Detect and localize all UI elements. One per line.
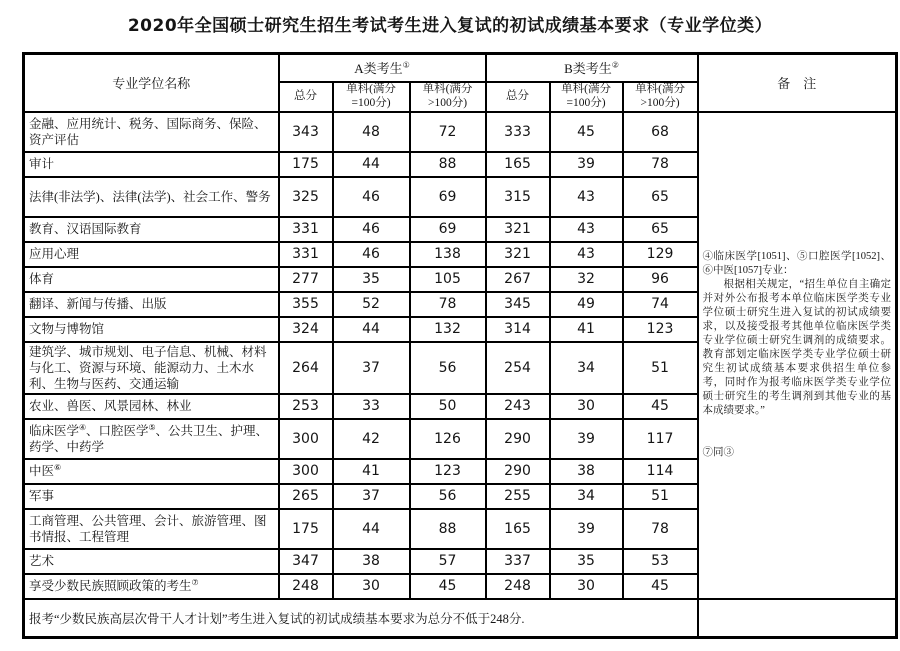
score-cell: 337 bbox=[486, 549, 550, 574]
score-cell: 267 bbox=[486, 267, 550, 292]
score-cell: 43 bbox=[550, 217, 623, 242]
score-cell: 53 bbox=[623, 549, 698, 574]
degree-name-cell: 工商管理、公共管理、会计、旅游管理、图书情报、工程管理 bbox=[24, 509, 279, 549]
score-cell: 88 bbox=[410, 152, 486, 177]
score-cell: 41 bbox=[333, 459, 410, 484]
score-cell: 243 bbox=[486, 394, 550, 419]
score-cell: 277 bbox=[279, 267, 333, 292]
remarks-intro: ④临床医学[1051]、⑤口腔医学[1052]、⑥中医[1057]专业： bbox=[702, 251, 892, 277]
score-cell: 165 bbox=[486, 509, 550, 549]
remarks-tail: ⑦同③ bbox=[702, 446, 735, 458]
score-cell: 30 bbox=[550, 394, 623, 419]
degree-name-cell: 艺术 bbox=[24, 549, 279, 574]
score-cell: 123 bbox=[623, 317, 698, 342]
score-cell: 41 bbox=[550, 317, 623, 342]
remarks-body: 根据相关规定，“招生单位自主确定并对外公布报考本单位临床医学类专业学位硕士研究生进入复试的初试成绩要求，以及接受报考其他单位临床医学类专业学位硕士研究生调剂的成绩要求。教育部划定临床医学类专业学位硕士研究生初试成绩基本要求供招生单位参考，同时作为报考临床医学类专业学位硕士研究生的考生调剂到其他专业的基本成绩要求。” bbox=[702, 279, 892, 416]
score-cell: 35 bbox=[550, 549, 623, 574]
score-cell: 343 bbox=[279, 112, 333, 152]
score-cell: 65 bbox=[623, 217, 698, 242]
score-cell: 37 bbox=[333, 484, 410, 509]
score-table bbox=[22, 52, 898, 639]
score-cell: 138 bbox=[410, 242, 486, 267]
header-label: 总分 bbox=[506, 89, 530, 102]
score-cell: 51 bbox=[623, 342, 698, 394]
score-cell: 129 bbox=[623, 242, 698, 267]
header-b-total bbox=[486, 82, 550, 112]
score-cell: 78 bbox=[623, 509, 698, 549]
score-cell: 321 bbox=[486, 217, 550, 242]
header-a-total bbox=[279, 82, 333, 112]
score-cell: 69 bbox=[410, 217, 486, 242]
score-cell: 46 bbox=[333, 217, 410, 242]
degree-name-cell: 中医⑥ bbox=[24, 459, 279, 484]
score-cell: 264 bbox=[279, 342, 333, 394]
degree-name-cell: 审计 bbox=[24, 152, 279, 177]
score-cell: 37 bbox=[333, 342, 410, 394]
header-a-single100 bbox=[333, 82, 410, 112]
score-cell: 96 bbox=[623, 267, 698, 292]
score-cell: 114 bbox=[623, 459, 698, 484]
score-cell: 44 bbox=[333, 509, 410, 549]
score-cell: 253 bbox=[279, 394, 333, 419]
score-cell: 51 bbox=[623, 484, 698, 509]
score-cell: 43 bbox=[550, 242, 623, 267]
score-cell: 331 bbox=[279, 242, 333, 267]
score-table-head bbox=[24, 54, 897, 112]
header-degree-name: 专业学位名称 bbox=[24, 54, 279, 112]
header-b-single100 bbox=[550, 82, 623, 112]
score-cell: 72 bbox=[410, 112, 486, 152]
score-cell: 300 bbox=[279, 419, 333, 459]
score-cell: 48 bbox=[333, 112, 410, 152]
header-label: 单科(满分 bbox=[635, 82, 685, 95]
degree-name-cell: 法律(非法学)、法律(法学)、社会工作、警务 bbox=[24, 177, 279, 217]
footnote-row bbox=[24, 599, 897, 638]
score-cell: 126 bbox=[410, 419, 486, 459]
header-label: 单科(满分 bbox=[346, 82, 396, 95]
header-label: 单科(满分 bbox=[561, 82, 611, 95]
score-cell: 347 bbox=[279, 549, 333, 574]
degree-name-cell: 金融、应用统计、税务、国际商务、保险、资产评估 bbox=[24, 112, 279, 152]
score-cell: 175 bbox=[279, 509, 333, 549]
score-cell: 74 bbox=[623, 292, 698, 317]
header-label: 总分 bbox=[294, 89, 317, 102]
score-cell: 46 bbox=[333, 177, 410, 217]
score-cell: 255 bbox=[486, 484, 550, 509]
degree-name-cell: 体育 bbox=[24, 267, 279, 292]
degree-name-cell: 临床医学④、口腔医学⑤、公共卫生、护理、药学、中药学 bbox=[24, 419, 279, 459]
score-cell: 44 bbox=[333, 317, 410, 342]
degree-name-cell: 文物与博物馆 bbox=[24, 317, 279, 342]
score-cell: 324 bbox=[279, 317, 333, 342]
score-cell: 34 bbox=[550, 484, 623, 509]
header-label: >100分) bbox=[640, 96, 680, 109]
header-group-b: B类考生② bbox=[486, 54, 698, 82]
score-cell: 38 bbox=[333, 549, 410, 574]
score-cell: 38 bbox=[550, 459, 623, 484]
score-cell: 35 bbox=[333, 267, 410, 292]
score-cell: 345 bbox=[486, 292, 550, 317]
remarks-empty-cell bbox=[698, 599, 897, 638]
score-cell: 175 bbox=[279, 152, 333, 177]
score-cell: 43 bbox=[550, 177, 623, 217]
score-cell: 248 bbox=[486, 574, 550, 599]
score-cell: 42 bbox=[333, 419, 410, 459]
score-cell: 45 bbox=[623, 394, 698, 419]
score-cell: 69 bbox=[410, 177, 486, 217]
score-table-body bbox=[24, 112, 897, 599]
score-cell: 30 bbox=[550, 574, 623, 599]
degree-name-cell: 军事 bbox=[24, 484, 279, 509]
header-group-a: A类考生① bbox=[279, 54, 486, 82]
score-cell: 315 bbox=[486, 177, 550, 217]
score-cell: 49 bbox=[550, 292, 623, 317]
score-cell: 290 bbox=[486, 459, 550, 484]
header-a-single-over100 bbox=[410, 82, 486, 112]
degree-name-cell: 享受少数民族照顾政策的考生⑦ bbox=[24, 574, 279, 599]
score-cell: 117 bbox=[623, 419, 698, 459]
score-cell: 321 bbox=[486, 242, 550, 267]
score-cell: 248 bbox=[279, 574, 333, 599]
score-cell: 34 bbox=[550, 342, 623, 394]
score-cell: 44 bbox=[333, 152, 410, 177]
score-cell: 254 bbox=[486, 342, 550, 394]
degree-name-cell: 农业、兽医、风景园林、林业 bbox=[24, 394, 279, 419]
score-cell: 45 bbox=[550, 112, 623, 152]
score-cell: 325 bbox=[279, 177, 333, 217]
header-remarks: 备 注 bbox=[698, 54, 897, 112]
score-cell: 39 bbox=[550, 419, 623, 459]
score-cell: 78 bbox=[623, 152, 698, 177]
header-label: >100分) bbox=[427, 96, 468, 109]
score-cell: 88 bbox=[410, 509, 486, 549]
degree-name-cell: 翻译、新闻与传播、出版 bbox=[24, 292, 279, 317]
score-cell: 331 bbox=[279, 217, 333, 242]
degree-name-cell: 教育、汉语国际教育 bbox=[24, 217, 279, 242]
score-cell: 57 bbox=[410, 549, 486, 574]
score-cell: 45 bbox=[410, 574, 486, 599]
header-row-groups bbox=[24, 54, 897, 82]
header-b-single-over100 bbox=[623, 82, 698, 112]
score-cell: 265 bbox=[279, 484, 333, 509]
score-cell: 78 bbox=[410, 292, 486, 317]
score-cell: 68 bbox=[623, 112, 698, 152]
header-label: =100分) bbox=[351, 96, 391, 109]
score-cell: 30 bbox=[333, 574, 410, 599]
degree-name-cell: 建筑学、城市规划、电子信息、机械、材料与化工、资源与环境、能源动力、土木水利、生物与医药、交通运输 bbox=[24, 342, 279, 394]
page-title: 2020年全国硕士研究生招生考试考生进入复试的初试成绩基本要求（专业学位类） bbox=[127, 16, 773, 36]
score-cell: 45 bbox=[623, 574, 698, 599]
score-cell: 52 bbox=[333, 292, 410, 317]
score-cell: 314 bbox=[486, 317, 550, 342]
header-label: =100分) bbox=[566, 96, 606, 109]
footnote-text: 报考“少数民族高层次骨干人才计划”考生进入复试的初试成绩基本要求为总分不低于248分. bbox=[24, 599, 698, 638]
score-cell: 39 bbox=[550, 509, 623, 549]
score-cell: 50 bbox=[410, 394, 486, 419]
score-cell: 165 bbox=[486, 152, 550, 177]
score-cell: 65 bbox=[623, 177, 698, 217]
score-cell: 290 bbox=[486, 419, 550, 459]
remarks-cell bbox=[698, 112, 897, 599]
score-cell: 300 bbox=[279, 459, 333, 484]
score-cell: 56 bbox=[410, 484, 486, 509]
score-cell: 32 bbox=[550, 267, 623, 292]
score-cell: 355 bbox=[279, 292, 333, 317]
score-table-foot bbox=[24, 599, 897, 638]
document-page bbox=[0, 11, 900, 651]
score-cell: 33 bbox=[333, 394, 410, 419]
score-cell: 46 bbox=[333, 242, 410, 267]
header-label: 单科(满分 bbox=[422, 82, 473, 95]
score-cell: 39 bbox=[550, 152, 623, 177]
score-cell: 333 bbox=[486, 112, 550, 152]
score-cell: 123 bbox=[410, 459, 486, 484]
score-cell: 105 bbox=[410, 267, 486, 292]
score-cell: 132 bbox=[410, 317, 486, 342]
degree-name-cell: 应用心理 bbox=[24, 242, 279, 267]
score-cell: 56 bbox=[410, 342, 486, 394]
table-row bbox=[24, 112, 897, 152]
